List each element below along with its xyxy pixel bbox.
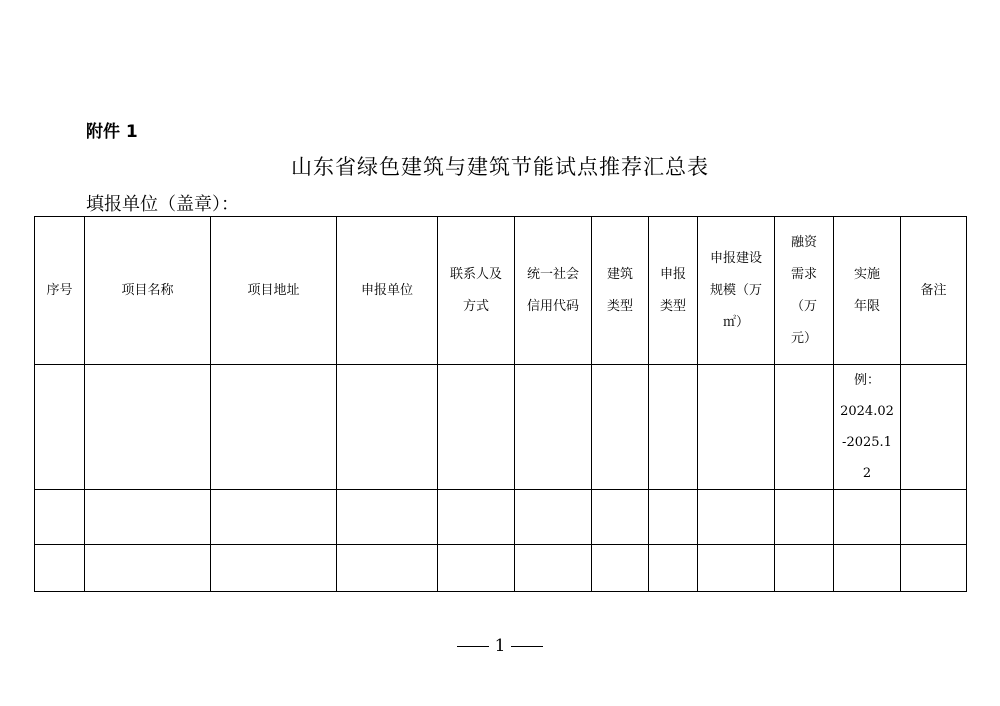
header-financing-need: 融资需求（万元） [775,217,834,365]
table-header-row [35,217,967,365]
table-cell [85,490,211,545]
header-serial-number: 序号 [35,217,85,365]
header-implementation-period: 实施年限 [834,217,901,365]
table-cell [834,490,901,545]
table-cell [698,545,775,592]
implementation-period-example [834,365,901,490]
table-cell [649,490,698,545]
table-cell [515,490,592,545]
table-cell [438,545,515,592]
table-cell [775,545,834,592]
header-contact: 联系人及方式 [438,217,515,365]
table-cell [85,545,211,592]
table-cell [698,365,775,490]
table-cell [775,490,834,545]
table-cell [211,545,337,592]
page-footer [0,636,1000,656]
table-cell [649,365,698,490]
table-cell [515,365,592,490]
footer-dash-left [457,646,489,647]
table-cell [592,545,649,592]
table-cell [438,490,515,545]
header-credit-code: 统一社会信用代码 [515,217,592,365]
header-application-type: 申报类型 [649,217,698,365]
table-cell [35,545,85,592]
header-project-address: 项目地址 [211,217,337,365]
table-cell [211,490,337,545]
table-row [35,490,967,545]
table-row [35,365,967,490]
table-row [35,545,967,592]
table-cell [901,545,967,592]
table-cell [834,545,901,592]
header-building-type: 建筑类型 [592,217,649,365]
table-cell [337,490,438,545]
attachment-label: 附件 1 [86,122,138,142]
header-project-name: 项目名称 [85,217,211,365]
header-construction-scale: 申报建设规模（万㎡） [698,217,775,365]
example-label: 例： [853,373,880,388]
table-cell [438,365,515,490]
page-number: 1 [494,636,506,656]
summary-table [34,216,967,592]
table-cell [85,365,211,490]
header-applicant-unit: 申报单位 [337,217,438,365]
table-cell [592,490,649,545]
table-cell [35,365,85,490]
table-cell [211,365,337,490]
header-remarks: 备注 [901,217,967,365]
table-cell [901,490,967,545]
table-cell [592,365,649,490]
fill-unit-label: 填报单位（盖章）： [86,194,239,215]
table-cell [35,490,85,545]
table-cell [337,365,438,490]
footer-dash-right [511,646,543,647]
table-cell [901,365,967,490]
table-cell [337,545,438,592]
table-cell [698,490,775,545]
table-cell [649,545,698,592]
table-cell [515,545,592,592]
example-range: 2024.02-2025.12 [840,404,894,481]
page-title: 山东省绿色建筑与建筑节能试点推荐汇总表 [291,155,709,179]
table-cell [775,365,834,490]
